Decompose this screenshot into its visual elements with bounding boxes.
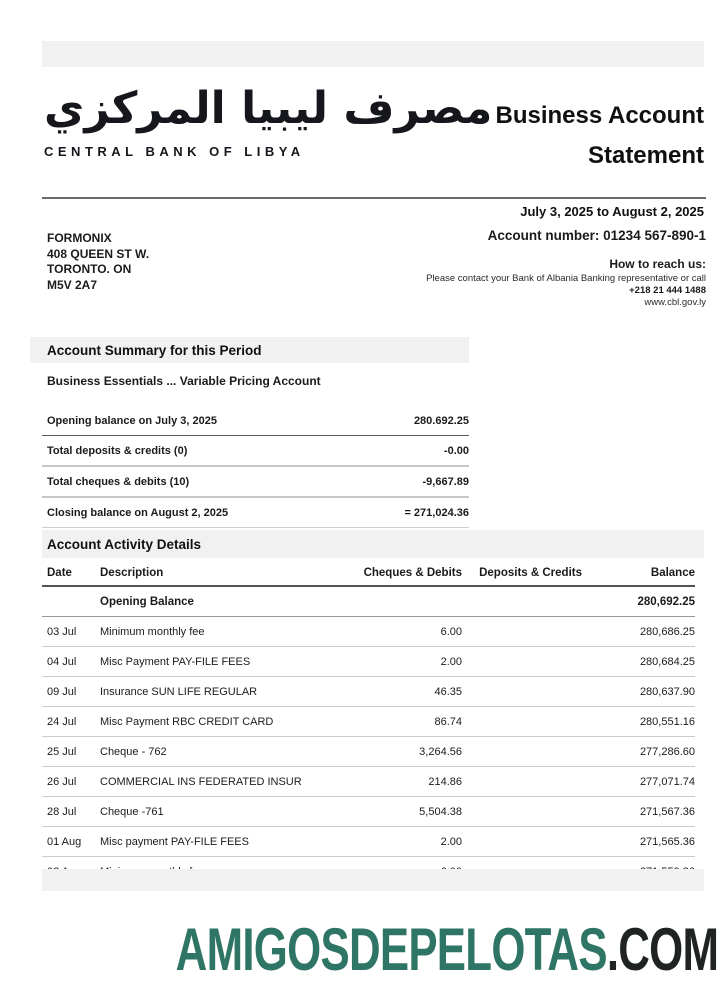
how-to-reach-us-heading: How to reach us:: [609, 257, 706, 271]
summary-row: [42, 406, 469, 436]
table-row: [42, 647, 695, 677]
cell-balance: 280,686.25: [639, 625, 695, 638]
summary-row-value: = 271,024.36: [404, 506, 469, 519]
summary-row-value: -9,667.89: [422, 475, 469, 488]
watermark-name: AMIGOSDEPELOTAS: [175, 916, 607, 983]
cell-balance: 277,071.74: [639, 775, 695, 788]
table-row: [42, 827, 695, 857]
bank-name-caption: CENTRAL BANK OF LIBYA: [44, 144, 305, 159]
account-contact-block: [426, 228, 706, 309]
cell-debit: 214.86: [428, 775, 462, 788]
account-activity-section-header: [42, 530, 704, 558]
cell-debit: 2.00: [440, 835, 462, 848]
statement-period: July 3, 2025 to August 2, 2025: [520, 204, 704, 219]
customer-name: FORMONIX: [47, 231, 112, 245]
account-number: Account number: 01234 567-890-1: [487, 228, 706, 243]
opening-balance-value: 280,692.25: [637, 595, 695, 608]
customer-address-line2: TORONTO. ON: [47, 262, 132, 276]
summary-row: [42, 498, 469, 528]
watermark-tld: .COM: [606, 916, 718, 983]
cell-date: 04 Jul: [47, 655, 77, 668]
summary-row: [42, 436, 469, 467]
statement-title-line2: Statement: [587, 142, 704, 169]
cell-date: 01 Aug: [47, 835, 82, 848]
cell-date: 26 Jul: [47, 775, 77, 788]
account-activity-title: Account Activity Details: [47, 536, 202, 552]
cell-date: 25 Jul: [47, 745, 77, 758]
cell-debit: 3,264.56: [419, 745, 462, 758]
cell-desc: Misc Payment RBC CREDIT CARD: [100, 715, 274, 728]
summary-row-value: -0.00: [443, 444, 469, 457]
cell-desc: Cheque - 762: [100, 745, 167, 758]
cell-balance: 271,565.36: [639, 835, 695, 848]
activity-table-header: [42, 560, 695, 587]
opening-balance-label: Opening Balance: [100, 595, 194, 608]
summary-row-label: Closing balance on August 2, 2025: [47, 506, 229, 519]
cell-debit: 86.74: [434, 715, 462, 728]
summary-row: [42, 467, 469, 498]
product-name: Business Essentials ... Variable Pricing Account: [47, 374, 321, 388]
customer-address-line1: 408 QUEEN ST W.: [47, 246, 150, 261]
opening-balance-row: [42, 587, 695, 617]
cell-desc: Insurance SUN LIFE REGULAR: [100, 685, 258, 698]
activity-rows: [42, 617, 695, 887]
customer-address-block: [47, 231, 149, 293]
cell-date: 03 Jul: [47, 625, 77, 638]
table-row: [42, 617, 695, 647]
table-row: [42, 797, 695, 827]
cell-debit: 2.00: [440, 655, 462, 668]
cell-balance: 280,684.25: [639, 655, 695, 668]
contact-instruction: Please contact your Bank of Albania Banking representative or call: [426, 273, 706, 284]
column-header-description: Description: [100, 566, 164, 579]
account-activity-table: [42, 560, 695, 887]
cell-balance: 280,551.16: [639, 715, 695, 728]
account-summary-section-header: [30, 337, 469, 363]
header-divider-line: [42, 197, 706, 199]
cell-desc: COMMERCIAL INS FEDERATED INSUR: [100, 775, 302, 788]
top-divider-bar: [42, 41, 704, 67]
statement-title-line1: Business Account: [495, 102, 704, 129]
cell-debit: 6.00: [440, 625, 462, 638]
cell-date: 09 Jul: [47, 685, 77, 698]
customer-address-line3: M5V 2A7: [47, 277, 98, 292]
cell-date: 28 Jul: [47, 805, 77, 818]
contact-website[interactable]: www.cbl.gov.ly: [644, 297, 706, 308]
statement-title: [496, 96, 705, 176]
cell-debit: 46.35: [434, 685, 462, 698]
table-row: [42, 707, 695, 737]
watermark-logo: [175, 916, 718, 983]
column-header-balance: Balance: [650, 566, 695, 579]
cell-desc: Misc Payment PAY-FILE FEES: [100, 655, 251, 668]
contact-phone: +218 21 444 1488: [629, 285, 706, 296]
bottom-divider-bar: [42, 869, 704, 891]
account-summary-table: [42, 406, 469, 528]
cell-date: 24 Jul: [47, 715, 77, 728]
summary-row-label: Total cheques & debits (10): [47, 475, 190, 488]
cell-desc: Misc payment PAY-FILE FEES: [100, 835, 249, 848]
table-row: [42, 737, 695, 767]
cell-balance: 277,286.60: [639, 745, 695, 758]
account-summary-title: Account Summary for this Period: [47, 342, 262, 358]
bank-logo-arabic-calligraphy: مصرف ليبيا المركزي: [44, 83, 493, 134]
cell-desc: Minimum monthly fee: [100, 625, 205, 638]
cell-debit: 5,504.38: [419, 805, 462, 818]
summary-row-label: Total deposits & credits (0): [47, 444, 188, 457]
cell-balance: 280,637.90: [639, 685, 695, 698]
bank-logo: [44, 78, 493, 159]
column-header-deposits-credits: Deposits & Credits: [479, 566, 582, 579]
column-header-cheques-debits: Cheques & Debits: [363, 566, 462, 579]
column-header-date: Date: [47, 566, 72, 579]
summary-row-value: 280.692.25: [413, 414, 469, 427]
table-row: [42, 767, 695, 797]
table-row: [42, 677, 695, 707]
cell-balance: 271,567.36: [639, 805, 695, 818]
cell-desc: Cheque -761: [100, 805, 164, 818]
summary-row-label: Opening balance on July 3, 2025: [47, 414, 217, 427]
